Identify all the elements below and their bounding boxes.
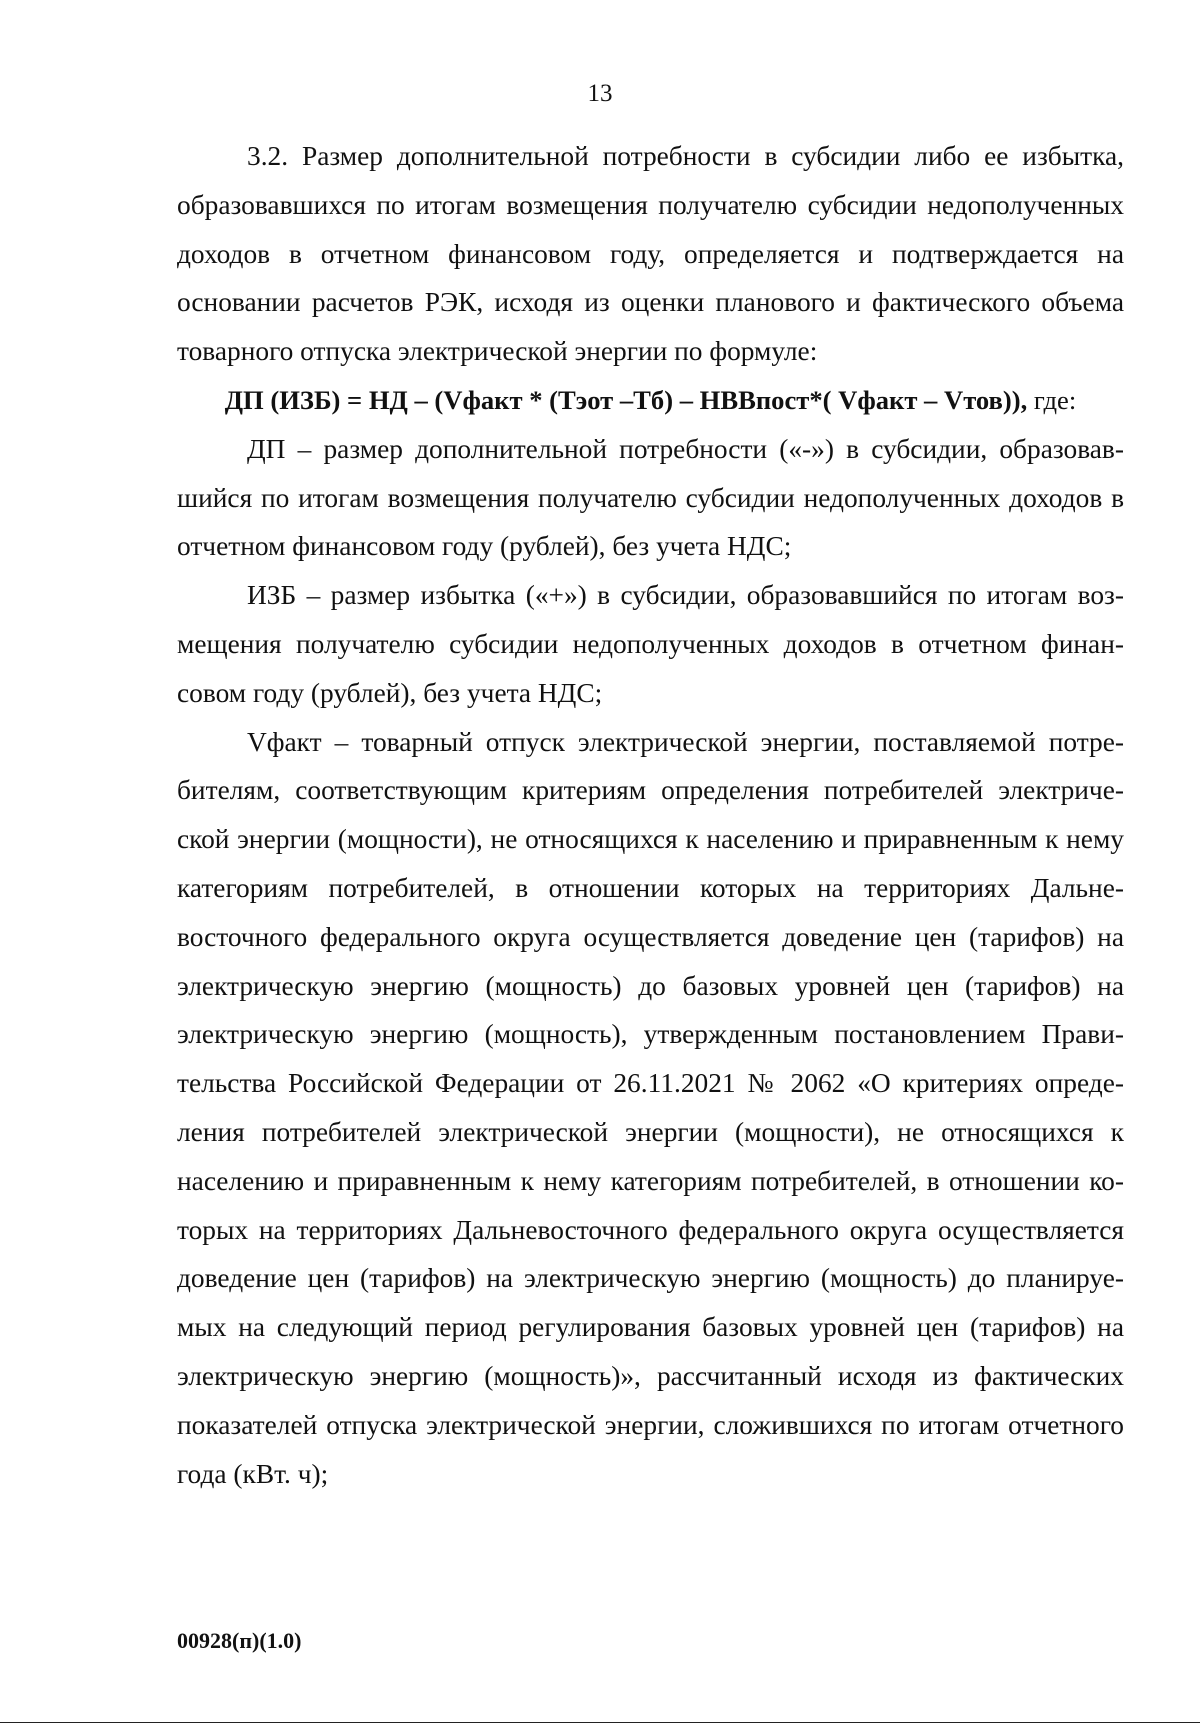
- paragraph-izb-definition: ИЗБ – размер избытка («+») в субсидии, образовавшийся по итогам возмещения получателю субсидии недополученных доходов в отчетном финансовом году (рублей), без учета НДС;: [177, 580, 1124, 708]
- paragraph-3-2: 3.2. Размер дополнительной потребности в субсидии либо ее избытка, образовавшихся по итогам возмещения получателю субсидии недополученных доходов в отчетном финансовом году, определяется и подтверждается на основании расчетов РЭК, исходя из оценки планового и фактического объема товарного отпуска электрической энергии по формуле:: [177, 141, 1124, 367]
- paragraph-dp-definition: ДП – размер дополнительной потребности («-») в субсидии, образовавшийся по итогам возмещения получателю субсидии недополученных доходов в отчетном финансовом году (рублей), без учета НДС;: [177, 433, 1124, 562]
- formula-where: где:: [1027, 384, 1077, 415]
- formula: [177, 376, 1124, 425]
- document-body: [177, 132, 1124, 1498]
- page-number: 13: [587, 80, 613, 107]
- document-code: 00928(п)(1.0): [177, 1628, 302, 1653]
- paragraph-vfakt-definition: Vфакт – товарный отпуск электрической энергии, поставляемой потребителям, соответствующим критериям определения потребителей электрической энергии (мощности), не относящихся к населению и приравненным к нему категориям потребителей, в отношении которых на территориях Дальневосточного федерального округа осуществляется доведение цен (тарифов) на электрическую энергию (мощность) до базовых уровней цен (тарифов) на электрическую энергию (мощность), утвержденным постановлением Правительства Российской Федерации от 26.11.2021 № 2062 «О критериях определения потребителей электрической энергии (мощности), не относящихся к населению и приравненным к нему категориям потребителей, в отношении которых на территориях Дальневосточного федерального округа осуществляется доведение цен (тарифов) на электрическую энергию (мощность) до планируемых на следующий период регулирования базовых уровней цен (тарифов) на электрическую энергию (мощность)», рассчитанный исходя из фактических показателей отпуска электрической энергии, сложившихся по итогам отчетного года (кВт. ч);: [177, 726, 1124, 1489]
- formula-expression: ДП (ИЗБ) = НД – (Vфакт * (Тэот –Тб) – НВВпост*( Vфакт – Vтов)),: [224, 384, 1028, 415]
